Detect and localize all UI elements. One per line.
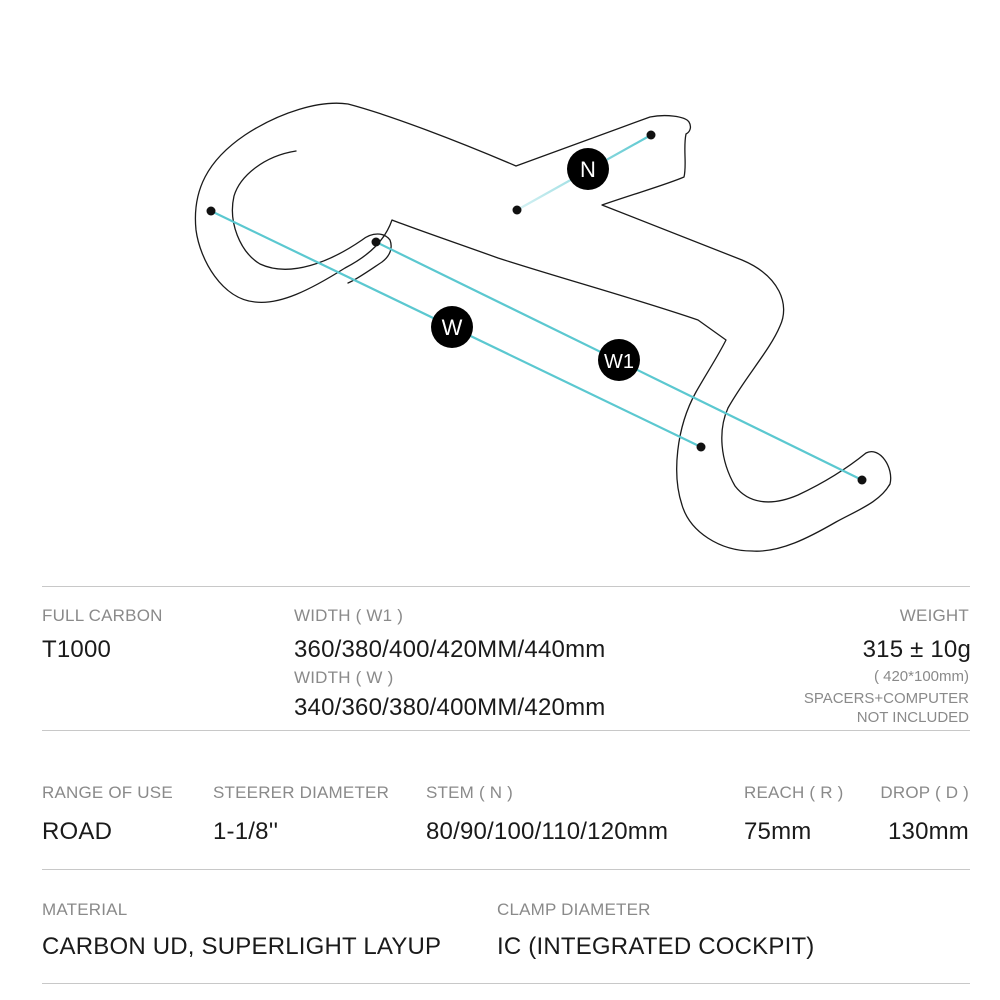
w1-start-dot — [372, 238, 381, 247]
measurement-endpoints — [207, 131, 867, 485]
range-value: ROAD — [42, 818, 113, 845]
reach-value: 75mm — [744, 818, 812, 845]
divider-bottom — [42, 983, 970, 984]
clamp-value: IC (INTEGRATED COCKPIT) — [497, 933, 815, 960]
material-label: MATERIAL — [42, 900, 128, 919]
steerer-label: STEERER DIAMETER — [213, 783, 390, 802]
handlebar-outline-inner — [232, 151, 391, 283]
marker-n-text: N — [580, 157, 596, 182]
w1-end-dot — [858, 476, 867, 485]
n-end-dot — [647, 131, 656, 140]
full-carbon-label: FULL CARBON — [42, 606, 163, 625]
w-start-dot — [207, 207, 216, 216]
width-w-label: WIDTH ( W ) — [294, 668, 394, 687]
marker-w — [431, 306, 473, 348]
stem-value: 80/90/100/110/120mm — [426, 818, 669, 845]
material-value: CARBON UD, SUPERLIGHT LAYUP — [42, 933, 442, 960]
marker-w-text: W — [441, 315, 463, 340]
marker-w1-text: W1 — [604, 351, 634, 373]
reach-label: REACH ( R ) — [744, 783, 844, 802]
weight-label: WEIGHT — [899, 606, 969, 625]
clamp-label: CLAMP DIAMETER — [497, 900, 651, 919]
handlebar-outline-outer — [195, 103, 890, 551]
measurement-lines — [211, 135, 862, 480]
drop-value: 130mm — [887, 818, 969, 845]
range-label: RANGE OF USE — [42, 783, 173, 802]
marker-n — [567, 148, 609, 190]
weight-note-not-included: NOT INCLUDED — [856, 709, 969, 726]
divider-3 — [42, 869, 970, 870]
width-w-value: 340/360/380/400MM/420mm — [294, 694, 606, 721]
weight-value: 315 ± 10g — [862, 636, 971, 663]
full-carbon-value: T1000 — [42, 636, 112, 663]
divider-2 — [42, 730, 970, 731]
marker-w1 — [598, 339, 640, 381]
width-w1-label: WIDTH ( W1 ) — [294, 606, 404, 625]
steerer-value: 1-1/8'' — [213, 818, 279, 845]
n-start-dot — [513, 206, 522, 215]
weight-note: ( 420*100mm) — [873, 668, 969, 685]
stem-label: STEM ( N ) — [426, 783, 513, 802]
w-end-dot — [697, 443, 706, 452]
drop-label: DROP ( D ) — [880, 783, 969, 802]
divider-top — [42, 586, 970, 587]
weight-note-spacers: SPACERS+COMPUTER — [803, 690, 969, 707]
width-w1-value: 360/380/400/420MM/440mm — [294, 636, 606, 663]
